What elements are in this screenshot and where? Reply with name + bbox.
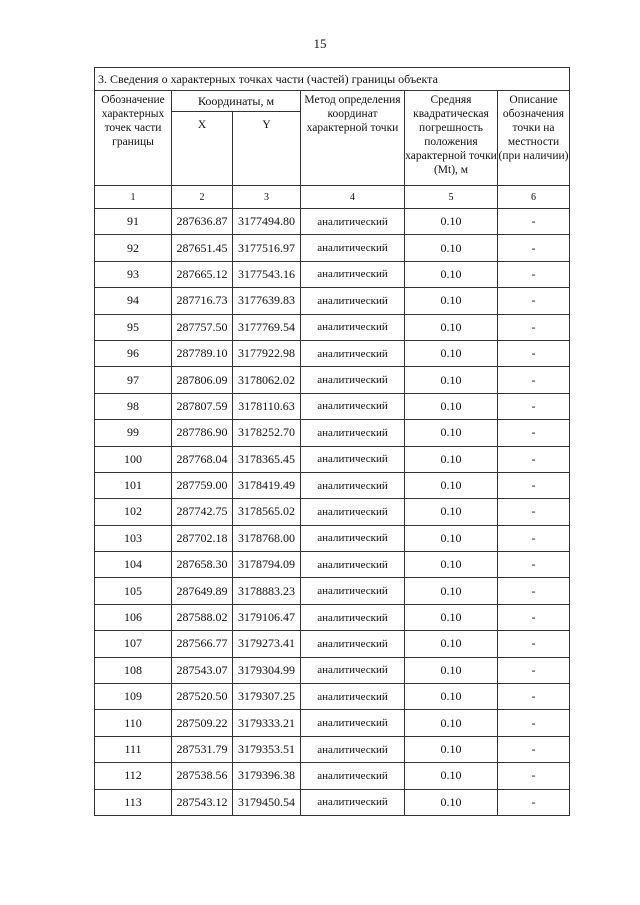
table-row [95,684,570,710]
table-row [95,657,570,683]
column-number: 6 [498,186,570,209]
method-cell: аналитический [301,631,405,657]
description-cell: - [498,235,570,261]
y-coordinate-cell: 3178062.02 [233,367,301,393]
x-coordinate-cell: 287543.12 [172,789,233,815]
y-coordinate-cell: 3177639.83 [233,288,301,314]
table-row [95,288,570,314]
table-row [95,235,570,261]
y-coordinate-cell: 3177922.98 [233,340,301,366]
x-coordinate-cell: 287538.56 [172,763,233,789]
point-number-cell: 112 [95,763,172,789]
y-coordinate-cell: 3178252.70 [233,420,301,446]
description-cell: - [498,288,570,314]
method-cell: аналитический [301,736,405,762]
y-coordinate-cell: 3179450.54 [233,789,301,815]
table-row [95,209,570,235]
table-row [95,314,570,340]
y-coordinate-cell: 3177516.97 [233,235,301,261]
method-cell: аналитический [301,261,405,287]
error-cell: 0.10 [405,314,498,340]
y-coordinate-cell: 3178365.45 [233,446,301,472]
x-coordinate-cell: 287658.30 [172,552,233,578]
point-number-cell: 92 [95,235,172,261]
error-cell: 0.10 [405,472,498,498]
table-row [95,525,570,551]
description-cell: - [498,367,570,393]
y-coordinate-cell: 3178768.00 [233,525,301,551]
point-number-cell: 101 [95,472,172,498]
description-cell: - [498,261,570,287]
point-number-cell: 110 [95,710,172,736]
table-row [95,631,570,657]
x-coordinate-cell: 287665.12 [172,261,233,287]
error-cell: 0.10 [405,340,498,366]
y-coordinate-cell: 3179304.99 [233,657,301,683]
column-number: 4 [301,186,405,209]
description-cell: - [498,393,570,419]
method-cell: аналитический [301,235,405,261]
description-cell: - [498,631,570,657]
method-cell: аналитический [301,288,405,314]
description-cell: - [498,340,570,366]
table-row [95,789,570,815]
method-cell: аналитический [301,393,405,419]
x-coordinate-cell: 287636.87 [172,209,233,235]
x-coordinate-cell: 287716.73 [172,288,233,314]
column-number-row [95,186,570,209]
method-cell: аналитический [301,209,405,235]
header-description: Описание обозначения точки на местности (при наличии) [498,91,570,186]
point-number-cell: 93 [95,261,172,287]
description-cell: - [498,314,570,340]
error-cell: 0.10 [405,604,498,630]
column-number: 2 [172,186,233,209]
point-number-cell: 104 [95,552,172,578]
header-x: X [172,112,233,186]
error-cell: 0.10 [405,235,498,261]
boundary-points-table [94,67,570,816]
description-cell: - [498,472,570,498]
error-cell: 0.10 [405,789,498,815]
table-row [95,578,570,604]
method-cell: аналитический [301,367,405,393]
description-cell: - [498,525,570,551]
point-number-cell: 94 [95,288,172,314]
method-cell: аналитический [301,604,405,630]
x-coordinate-cell: 287806.09 [172,367,233,393]
table-row [95,763,570,789]
header-method: Метод определения координат характерной точки [301,91,405,186]
error-cell: 0.10 [405,209,498,235]
table-row [95,340,570,366]
x-coordinate-cell: 287543.07 [172,657,233,683]
y-coordinate-cell: 3177769.54 [233,314,301,340]
table-row [95,736,570,762]
method-cell: аналитический [301,340,405,366]
method-cell: аналитический [301,420,405,446]
table-row [95,446,570,472]
description-cell: - [498,499,570,525]
description-cell: - [498,657,570,683]
point-number-cell: 108 [95,657,172,683]
y-coordinate-cell: 3179396.38 [233,763,301,789]
error-cell: 0.10 [405,446,498,472]
point-number-cell: 91 [95,209,172,235]
x-coordinate-cell: 287509.22 [172,710,233,736]
description-cell: - [498,763,570,789]
table-body [95,209,570,816]
error-cell: 0.10 [405,367,498,393]
header-error: Средняя квадратическая погрешность положения характерной точки (Mt), м [405,91,498,186]
method-cell: аналитический [301,552,405,578]
x-coordinate-cell: 287651.45 [172,235,233,261]
x-coordinate-cell: 287520.50 [172,684,233,710]
x-coordinate-cell: 287566.77 [172,631,233,657]
table-row [95,552,570,578]
y-coordinate-cell: 3179273.41 [233,631,301,657]
x-coordinate-cell: 287649.89 [172,578,233,604]
error-cell: 0.10 [405,684,498,710]
method-cell: аналитический [301,499,405,525]
x-coordinate-cell: 287531.79 [172,736,233,762]
x-coordinate-cell: 287757.50 [172,314,233,340]
method-cell: аналитический [301,314,405,340]
column-number: 1 [95,186,172,209]
error-cell: 0.10 [405,393,498,419]
error-cell: 0.10 [405,552,498,578]
point-number-cell: 105 [95,578,172,604]
point-number-cell: 102 [95,499,172,525]
error-cell: 0.10 [405,499,498,525]
method-cell: аналитический [301,684,405,710]
error-cell: 0.10 [405,736,498,762]
error-cell: 0.10 [405,763,498,789]
point-number-cell: 111 [95,736,172,762]
table-row [95,499,570,525]
method-cell: аналитический [301,446,405,472]
method-cell: аналитический [301,710,405,736]
error-cell: 0.10 [405,631,498,657]
point-number-cell: 97 [95,367,172,393]
header-coordinates: Координаты, м [172,91,301,112]
description-cell: - [498,604,570,630]
column-number: 5 [405,186,498,209]
description-cell: - [498,552,570,578]
point-number-cell: 109 [95,684,172,710]
description-cell: - [498,736,570,762]
x-coordinate-cell: 287786.90 [172,420,233,446]
x-coordinate-cell: 287768.04 [172,446,233,472]
y-coordinate-cell: 3177543.16 [233,261,301,287]
y-coordinate-cell: 3178794.09 [233,552,301,578]
x-coordinate-cell: 287702.18 [172,525,233,551]
table-row [95,710,570,736]
point-number-cell: 99 [95,420,172,446]
description-cell: - [498,578,570,604]
point-number-cell: 95 [95,314,172,340]
error-cell: 0.10 [405,261,498,287]
method-cell: аналитический [301,525,405,551]
page-number: 15 [313,36,327,51]
error-cell: 0.10 [405,288,498,314]
point-number-cell: 103 [95,525,172,551]
error-cell: 0.10 [405,657,498,683]
method-cell: аналитический [301,763,405,789]
y-coordinate-cell: 3178419.49 [233,472,301,498]
point-number-cell: 100 [95,446,172,472]
y-coordinate-cell: 3179353.51 [233,736,301,762]
x-coordinate-cell: 287588.02 [172,604,233,630]
error-cell: 0.10 [405,578,498,604]
point-number-cell: 107 [95,631,172,657]
error-cell: 0.10 [405,420,498,446]
section-title: 3. Сведения о характерных точках части (частей) границы объекта [95,68,570,91]
table-row [95,420,570,446]
x-coordinate-cell: 287789.10 [172,340,233,366]
method-cell: аналитический [301,789,405,815]
description-cell: - [498,209,570,235]
description-cell: - [498,710,570,736]
header-y: Y [233,112,301,186]
column-number: 3 [233,186,301,209]
method-cell: аналитический [301,578,405,604]
x-coordinate-cell: 287759.00 [172,472,233,498]
y-coordinate-cell: 3178110.63 [233,393,301,419]
table-row [95,472,570,498]
method-cell: аналитический [301,657,405,683]
description-cell: - [498,684,570,710]
description-cell: - [498,446,570,472]
y-coordinate-cell: 3179333.21 [233,710,301,736]
point-number-cell: 106 [95,604,172,630]
description-cell: - [498,420,570,446]
table-row [95,393,570,419]
y-coordinate-cell: 3179307.25 [233,684,301,710]
description-cell: - [498,789,570,815]
error-cell: 0.10 [405,710,498,736]
header-point-label: Обозначение характерных точек части границы [95,91,172,186]
point-number-cell: 98 [95,393,172,419]
y-coordinate-cell: 3178565.02 [233,499,301,525]
y-coordinate-cell: 3178883.23 [233,578,301,604]
error-cell: 0.10 [405,525,498,551]
x-coordinate-cell: 287807.59 [172,393,233,419]
point-number-cell: 113 [95,789,172,815]
y-coordinate-cell: 3177494.80 [233,209,301,235]
table-row [95,367,570,393]
y-coordinate-cell: 3179106.47 [233,604,301,630]
x-coordinate-cell: 287742.75 [172,499,233,525]
table-row [95,261,570,287]
table-row [95,604,570,630]
method-cell: аналитический [301,472,405,498]
point-number-cell: 96 [95,340,172,366]
